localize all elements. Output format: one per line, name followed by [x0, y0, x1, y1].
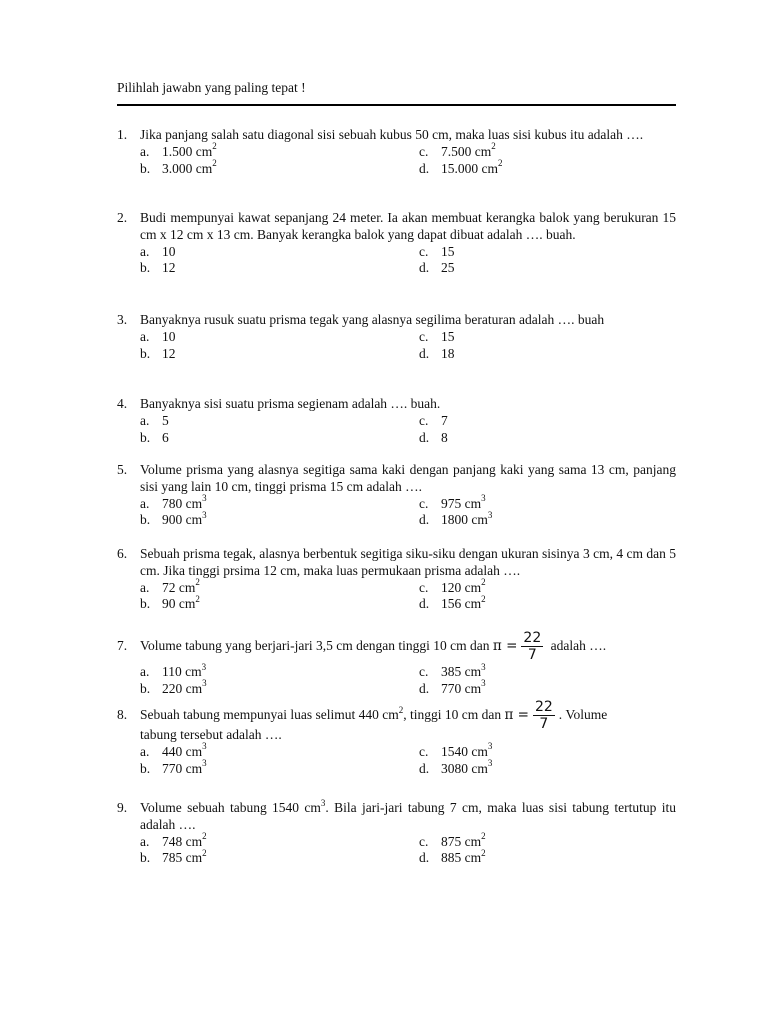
question-8 [117, 697, 676, 777]
option-d: d. 15.000 $cm^2$ [419, 158, 503, 176]
option-c: c. 15 [419, 328, 455, 344]
option-c: c. 975 $cm^3$ [419, 493, 486, 511]
option-a: a. 5 [140, 412, 169, 428]
option-b: b. 770 $cm^3$ [140, 758, 207, 776]
option-d: d. 25 [419, 260, 455, 276]
question-number: 2. [117, 210, 128, 225]
option-d: d. 1800 $cm^3$ [419, 509, 493, 528]
option-b: b. 12 [140, 345, 176, 361]
question-text-line-2: tabung tersebut adalah …. [140, 727, 282, 742]
option-d: d. 3080 $cm^3$ [419, 758, 493, 776]
option-c: c. 7.500 $cm^2$ [419, 141, 496, 159]
question-number: 7. [117, 638, 128, 653]
pi-symbol: π = [492, 638, 518, 654]
options [140, 661, 676, 698]
question-number: 4. [117, 396, 128, 411]
option-c: c. 120 $cm^2$ [419, 577, 486, 595]
option-b: b. 3.000 $cm^2$ [140, 158, 217, 176]
question-3 [117, 312, 676, 362]
question-5 [117, 462, 676, 529]
question-text: Sebuah prisma tegak, alasnya berbentuk segitiga siku-siku dengan ukuran sisinya 3 cm, 4 cm dan 5 cm. Jika tinggi prsima 12 cm, maka luas permukaan prisma adalah …. [140, 546, 676, 578]
option-d: d. 885 $cm^2$ [419, 847, 486, 866]
options [140, 329, 676, 363]
option-c: c. 875 $cm^2$ [419, 831, 486, 849]
options [140, 244, 676, 278]
option-a: a. 110 $cm^3$ [140, 661, 207, 679]
option-d: d. 156 $cm^2$ [419, 593, 486, 612]
question-number: 1. [117, 127, 128, 142]
options [140, 741, 676, 778]
question-text: Budi mempunyai kawat sepanjang 24 meter. Ia akan membuat kerangka balok yang berukuran 15 cm x 12 cm x 13 cm. Banyak kerangka balok yang dapat dibuat adalah …. buah. [140, 210, 676, 242]
instruction: Pilihlah jawabn yang paling tepat ! [117, 80, 306, 95]
option-a: a. 72 $cm^2$ [140, 577, 200, 595]
option-a: a. 1.500 $cm^2$ [140, 141, 217, 159]
options [140, 577, 676, 614]
question-text: Sebuah tabung mempunyai luas selimut 440 $cm^2$, tinggi 10 cm dan π = $\frac{22}{7}$ . Volume [140, 699, 608, 733]
option-b: b. 6 [140, 429, 169, 445]
options [140, 831, 676, 868]
option-c: c. 15 [419, 243, 455, 259]
option-b: b. 785 $cm^2$ [140, 847, 207, 866]
option-b: b. 220 $cm^3$ [140, 678, 207, 696]
options [140, 141, 676, 178]
question-text: Jika panjang salah satu diagonal sisi sebuah kubus 50 cm, maka luas sisi kubus itu adalah …. [140, 127, 644, 142]
option-d: d. 18 [419, 345, 455, 361]
question-number: 9. [117, 800, 128, 815]
question-text: Volume sebuah tabung 1540 $cm^3$. Bila jari-jari tabung 7 cm, maka luas sisi tabung tertutup itu adalah …. [140, 797, 676, 832]
option-c: c. 385 $cm^3$ [419, 661, 486, 679]
header-divider [117, 104, 676, 106]
option-b: b. 900 $cm^3$ [140, 509, 207, 528]
question-number: 8. [117, 707, 128, 722]
option-c: c. 7 [419, 412, 448, 428]
option-a: a. 10 [140, 243, 176, 259]
options [140, 493, 676, 530]
question-4 [117, 396, 676, 446]
fraction-22-7: $\frac{22}{7}$ [523, 630, 542, 664]
option-d: d. 8 [419, 429, 448, 445]
question-text: Banyaknya rusuk suatu prisma tegak yang alasnya segilima beraturan adalah …. buah [140, 312, 605, 327]
fraction-22-7: $\frac{22}{7}$ [534, 699, 553, 733]
question-number: 5. [117, 462, 128, 477]
option-a: a. 10 [140, 328, 176, 344]
question-6 [117, 546, 676, 613]
option-b: b. 12 [140, 260, 176, 276]
option-b: b. 90 $cm^2$ [140, 593, 200, 612]
question-number: 6. [117, 546, 128, 561]
pi-symbol: π = [504, 707, 529, 723]
option-a: a. 440 $cm^3$ [140, 741, 207, 759]
option-c: c. 1540 $cm^3$ [419, 741, 493, 759]
question-text: Volume tabung yang berjari-jari 3,5 cm dengan tinggi 10 cm dan π = $\frac{22}{7}$ adalah …. [140, 630, 607, 664]
question-number: 3. [117, 312, 128, 327]
options [140, 413, 676, 447]
option-a: a. 748 $cm^2$ [140, 831, 207, 849]
option-a: a. 780 $cm^3$ [140, 493, 207, 511]
question-7 [117, 628, 676, 698]
question-1 [117, 127, 676, 177]
question-text: Volume prisma yang alasnya segitiga sama kaki dengan panjang kaki yang sama 13 cm, panjang sisi yang lain 10 cm, tinggi prisma 15 cm adalah …. [140, 462, 676, 494]
question-2 [117, 210, 676, 277]
option-d: d. 770 $cm^3$ [419, 678, 486, 696]
question-9 [117, 797, 676, 867]
question-text: Banyaknya sisi suatu prisma segienam adalah …. buah. [140, 396, 441, 411]
